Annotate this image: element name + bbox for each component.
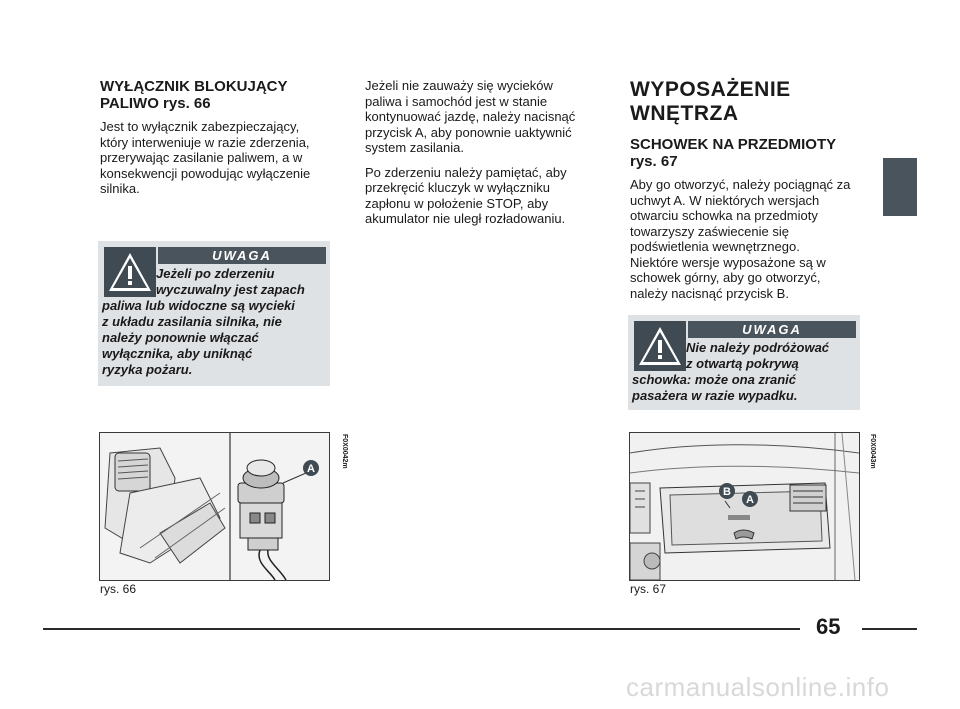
section-heading: SCHOWEK NA PRZEDMIOTY rys. 67: [630, 136, 837, 170]
footer-rule-left: [43, 628, 800, 630]
marker-b: B: [723, 486, 731, 498]
warning-text: Nie należy podróżować z otwartą pokrywą schowka: może ona zranić pasażera w razie wypadku.: [632, 340, 830, 403]
page-number: 65: [816, 614, 841, 639]
column-1: [100, 78, 340, 197]
warning-text: Jeżeli po zderzeniu wyczuwalny jest zapach paliwa lub widoczne są wycieki z układu zasilania silnika, nie należy ponownie włączać wyłącznika, aby uniknąć ryzyka pożaru.: [102, 266, 305, 377]
warning-label: UWAGA: [688, 321, 856, 338]
figure-code: F0X0043m: [869, 434, 876, 469]
footer-rule-right: [862, 628, 917, 630]
intro-paragraph: Jest to wyłącznik zabezpieczający, który interweniuje w razie zderzenia, przerywając zasilanie paliwem, a w konsekwencji powodując wyłączenie silnika.: [100, 119, 311, 196]
paragraph-reactivate: Jeżeli nie zauważy się wycieków paliwa i samochód jest w stanie kontynuować jazdę, należy nacisnąć przycisk A, aby ponownie uaktywnić system zasilania.: [365, 78, 576, 155]
chapter-tab: [883, 158, 917, 216]
paragraph-ignition: Po zderzeniu należy pamiętać, aby przekręcić kluczyk w wyłączniku zapłonu w położenie STOP, aby akumulator nie uległ rozładowaniu.: [365, 164, 567, 226]
warning-box: [98, 241, 330, 386]
fuel-switch-illustration: [100, 433, 329, 580]
warning-label: UWAGA: [158, 247, 326, 264]
watermark: carmanualsonline.info: [626, 672, 890, 702]
column-3: [630, 78, 865, 301]
glovebox-paragraph: Aby go otworzyć, należy pociągnąć za uchwyt A. W niektórych wersjach otwarciu schowka na przedmioty towarzyszy zaświecenie się podświetlenia wewnętrznego. Niektóre wersje wyposażone są w schowek górny, aby go otworzyć, należy nacisnąć przycisk B.: [630, 177, 851, 301]
figure-caption: rys. 67: [630, 582, 667, 596]
figure-glovebox: [629, 432, 860, 581]
glovebox-illustration: [630, 433, 859, 580]
warning-box: [628, 315, 860, 410]
marker-a: A: [307, 463, 315, 475]
column-2: [365, 78, 600, 227]
figure-fuel-cutoff-switch: [99, 432, 330, 581]
figure-code: F0X0042m: [341, 434, 348, 469]
figure-caption: rys. 66: [100, 582, 137, 596]
chapter-title: WYPOSAŻENIE WNĘTRZA: [630, 78, 791, 125]
marker-a: A: [746, 494, 754, 506]
section-heading: WYŁĄCZNIK BLOKUJĄCY PALIWO rys. 66: [100, 78, 288, 112]
